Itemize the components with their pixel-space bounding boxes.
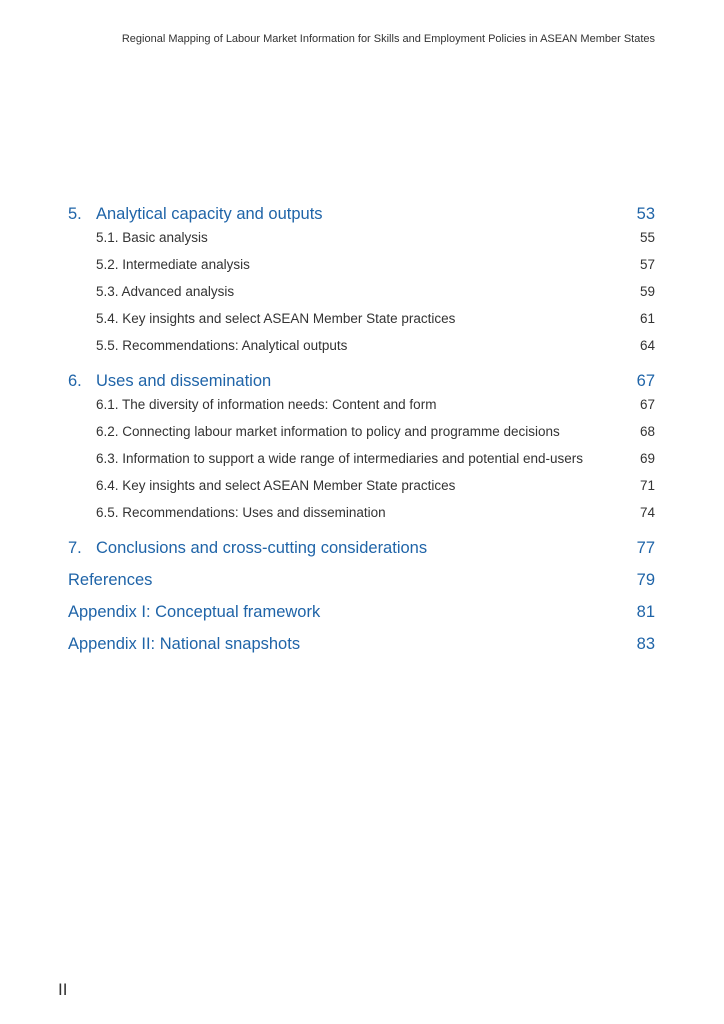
toc-page-number: 68	[639, 424, 655, 439]
toc-entry-5-5[interactable]	[68, 334, 655, 361]
toc-page-number: 74	[639, 505, 655, 520]
toc-entry-section-7[interactable]	[68, 536, 655, 560]
toc-subentry-label: 5.1. Basic analysis	[96, 230, 208, 245]
toc-entry-title	[68, 369, 271, 393]
toc-page-number: 79	[636, 571, 655, 589]
toc-entry-title	[68, 202, 323, 226]
table-of-contents	[68, 202, 655, 656]
toc-page-number: 67	[636, 372, 655, 390]
toc-section-number: 5.	[68, 205, 82, 223]
toc-entry-6-1[interactable]	[68, 393, 655, 420]
toc-page-number: 69	[639, 451, 655, 466]
toc-entry-6-5[interactable]	[68, 501, 655, 528]
toc-entry-appendix-2[interactable]	[68, 632, 655, 656]
toc-section-title: Appendix I: Conceptual framework	[68, 603, 321, 621]
toc-page-number: 55	[639, 230, 655, 245]
toc-page-number: 53	[636, 205, 655, 223]
toc-subentry-label: 6.4. Key insights and select ASEAN Member State practices	[96, 478, 456, 493]
toc-entry-5-2[interactable]	[68, 253, 655, 280]
toc-subentry-label: 5.2. Intermediate analysis	[96, 257, 250, 272]
toc-section-title: Analytical capacity and outputs	[96, 205, 323, 223]
toc-entry-title	[68, 536, 427, 560]
toc-entry-section-5[interactable]	[68, 202, 655, 226]
toc-entry-appendix-1[interactable]	[68, 600, 655, 624]
page-number: II	[58, 980, 68, 999]
toc-page-number: 57	[639, 257, 655, 272]
toc-entry-6-3[interactable]	[68, 447, 655, 474]
toc-section-title: Uses and dissemination	[96, 372, 272, 390]
toc-section-title: References	[68, 571, 153, 589]
toc-page-number: 71	[639, 478, 655, 493]
toc-entry-references[interactable]	[68, 568, 655, 592]
toc-entry-5-3[interactable]	[68, 280, 655, 307]
toc-entry-5-1[interactable]	[68, 226, 655, 253]
toc-section-title: Conclusions and cross-cutting considerations	[96, 539, 428, 557]
toc-page-number: 61	[639, 311, 655, 326]
running-header: Regional Mapping of Labour Market Information for Skills and Employment Policies in ASEAN Member States	[121, 33, 655, 45]
toc-subentry-label: 6.1. The diversity of information needs: Content and form	[96, 397, 437, 412]
toc-page-number: 81	[636, 603, 655, 621]
toc-page-number: 64	[639, 338, 655, 353]
toc-entry-section-6[interactable]	[68, 369, 655, 393]
toc-subentry-label: 5.5. Recommendations: Analytical outputs	[96, 338, 348, 353]
toc-entry-6-4[interactable]	[68, 474, 655, 501]
toc-entry-6-2[interactable]	[68, 420, 655, 447]
toc-subentry-label: 6.3. Information to support a wide range of intermediaries and potential end-users	[96, 451, 584, 466]
toc-entry-5-4[interactable]	[68, 307, 655, 334]
toc-section-number: 7.	[68, 539, 82, 557]
toc-page-number: 77	[636, 539, 655, 557]
toc-subentry-label: 6.5. Recommendations: Uses and dissemination	[96, 505, 386, 520]
toc-subentry-label: 5.4. Key insights and select ASEAN Member State practices	[96, 311, 456, 326]
toc-page-number: 67	[639, 397, 655, 412]
toc-subentry-label: 5.3. Advanced analysis	[96, 284, 235, 299]
toc-section-title: Appendix II: National snapshots	[68, 635, 301, 653]
toc-page-number: 83	[636, 635, 655, 653]
toc-subentry-label: 6.2. Connecting labour market information to policy and programme decisions	[96, 424, 560, 439]
toc-section-number: 6.	[68, 372, 82, 390]
toc-page-number: 59	[639, 284, 655, 299]
